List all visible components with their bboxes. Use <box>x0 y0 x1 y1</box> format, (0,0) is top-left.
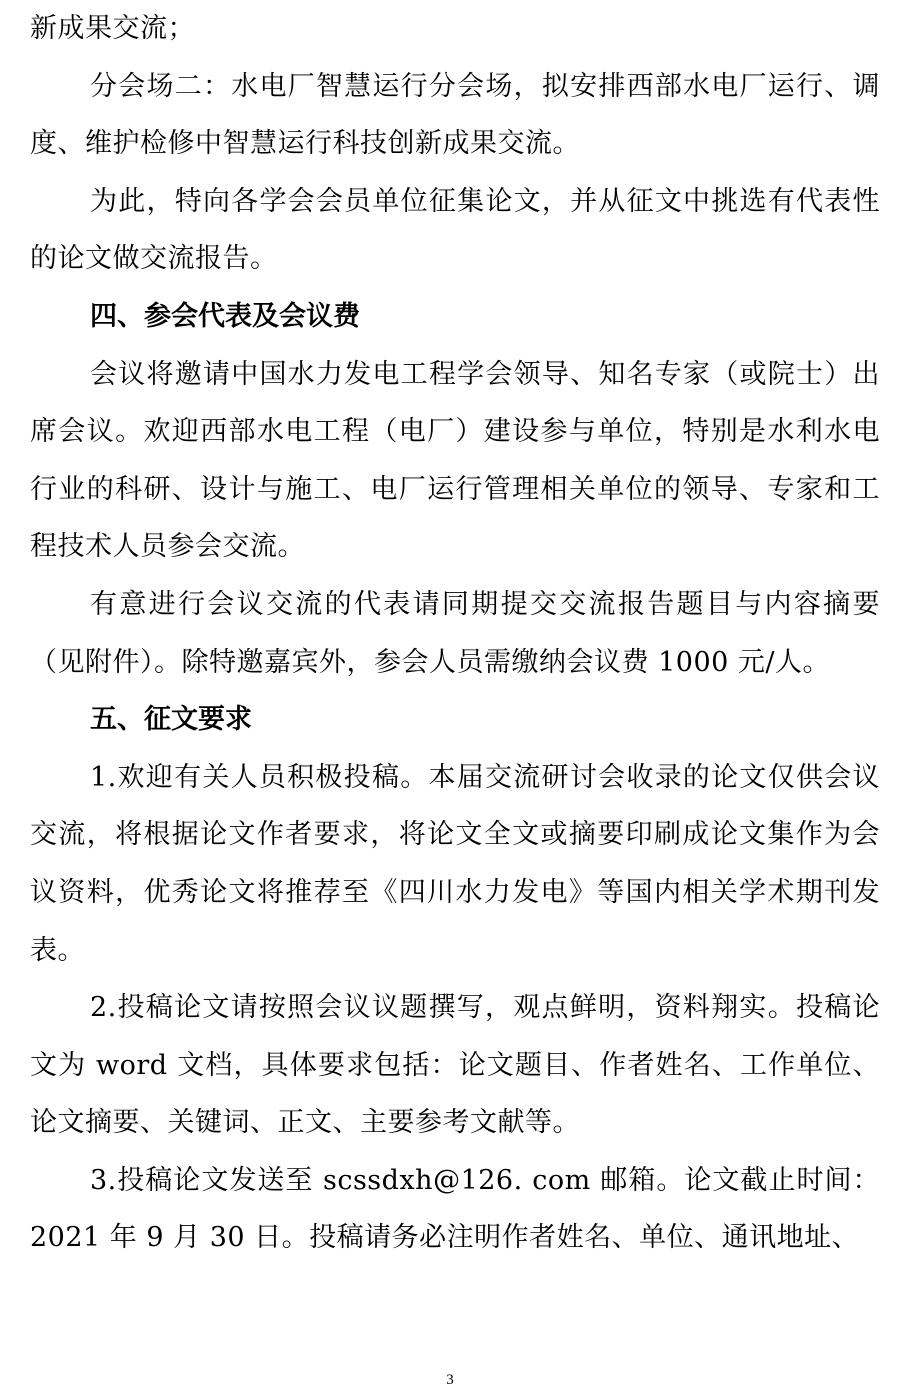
paragraph-call-for-papers: 为此，特向各学会会员单位征集论文，并从征文中挑选有代表性的论文做交流报告。 <box>30 185 880 275</box>
page-number: 3 <box>446 1372 454 1388</box>
paragraph-branch-venue-two: 分会场二：水电厂智慧运行分会场，拟安排西部水电厂运行、调度、维护检修中智慧运行科技创新成果交流。 <box>30 70 880 160</box>
paragraph-conference-fee: 有意进行会议交流的代表请同期提交交流报告题目与内容摘要（见附件）。除特邀嘉宾外，参会人员需缴纳会议费 1000 元/人。 <box>30 588 880 678</box>
paragraph-requirement-2: 2.投稿论文请按照会议议题撰写，观点鲜明，资料翔实。投稿论文为 word 文档，具体要求包括：论文题目、作者姓名、工作单位、论文摘要、关键词、正文、主要参考文献等。 <box>30 992 880 1139</box>
document-page <box>30 0 880 1267</box>
paragraph-requirement-1: 1.欢迎有关人员积极投稿。本届交流研讨会收录的论文仅供会议交流，将根据论文作者要求，将论文全文或摘要印刷成论文集作为会议资料，优秀论文将推荐至《四川水力发电》等国内相关学术期刊发表。 <box>30 761 880 966</box>
paragraph-continuation: 新成果交流； <box>30 13 195 44</box>
paragraph-invited-attendees: 会议将邀请中国水力发电工程学会领导、知名专家（或院士）出席会议。欢迎西部水电工程（电厂）建设参与单位，特别是水利水电行业的科研、设计与施工、电厂运行管理相关单位的领导、专家和工程技术人员参会交流。 <box>30 358 880 563</box>
paragraph-requirement-3: 3.投稿论文发送至 scssdxh@126. com 邮箱。论文截止时间：2021 年 9 月 30 日。投稿请务必注明作者姓名、单位、通讯地址、 <box>30 1164 880 1254</box>
heading-section-five: 五、征文要求 <box>90 704 252 736</box>
heading-section-four: 四、参会代表及会议费 <box>90 300 360 332</box>
